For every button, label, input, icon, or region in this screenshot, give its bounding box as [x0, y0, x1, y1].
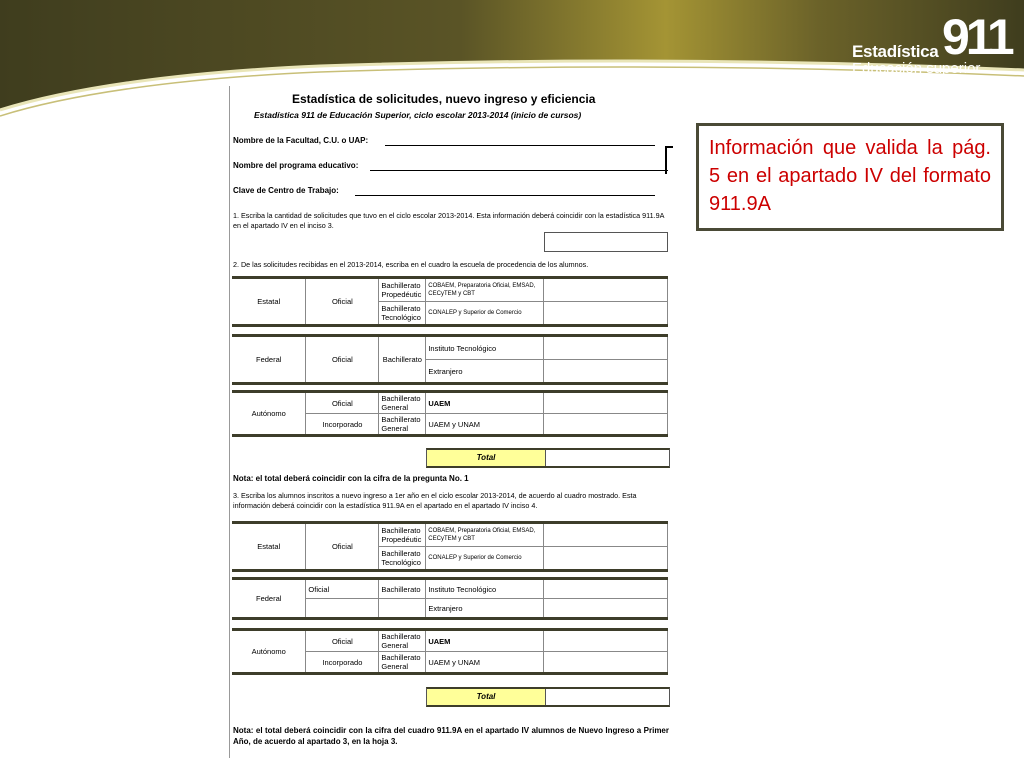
question-1: 1. Escriba la cantidad de solicitudes que tuvo en el ciclo escolar 2013-2014. Esta información deberá coincidir con la estadística 911.9A en el apartado IV en el inciso 3.: [233, 211, 664, 230]
cell-empty: [306, 599, 379, 619]
workplace-field[interactable]: [355, 195, 655, 196]
note-2: Nota: el total deberá coincidir con la cifra del cuadro 911.9A en el apartado IV alumnos de Nuevo Ingreso a Primer Año, de acuerdo al apartado 3, en la hoja 3.: [233, 726, 669, 746]
cell-bachillerato: Bachillerato: [379, 336, 426, 384]
brand-word: Estadística: [852, 42, 939, 61]
cell-tecnologico: Instituto Tecnológico: [426, 336, 544, 360]
cell-oficial: Oficial: [306, 579, 379, 599]
form-document: [230, 86, 670, 768]
total-label: Total: [427, 689, 546, 705]
cell-estatal: Estatal: [232, 523, 306, 571]
cell-bach-general: Bachillerato General: [379, 630, 426, 652]
q1-answer-box[interactable]: [544, 232, 668, 252]
brand-number: 911: [942, 9, 1011, 65]
cell-incorporado: Incorporado: [306, 414, 379, 436]
cell-bach-general: Bachillerato General: [379, 392, 426, 414]
cell-oficial: Oficial: [306, 523, 379, 571]
faculty-field[interactable]: [385, 145, 655, 146]
q3-total-row: [426, 687, 670, 707]
cell-bachillerato: Bachillerato: [379, 579, 426, 599]
question-3: 3. Escriba los alumnos inscritos a nuevo ingreso a 1er año en el ciclo escolar 2013-2014, de acuerdo al cuadro mostrado. Esta información deberá coincidir con la estadística 911.9A en el apartado en el apartado IV inciso 4.: [233, 491, 637, 510]
workplace-label: Clave de Centro de Trabajo:: [233, 186, 339, 195]
cycle-text: inicio de cursos: [900, 78, 966, 89]
q3-estatal-table: [232, 521, 668, 572]
document-title: Estadística de solicitudes, nuevo ingreso y eficiencia: [292, 92, 596, 106]
brand-subtitle: Educación superior: [852, 60, 981, 77]
cell-input[interactable]: [544, 523, 668, 547]
cell-input[interactable]: [544, 630, 668, 652]
cell-incorporado: Incorporado: [306, 652, 379, 674]
q2-federal-table: [232, 334, 668, 385]
cell-input[interactable]: [544, 336, 668, 360]
cell-input[interactable]: [544, 599, 668, 619]
cell-oficial: Oficial: [306, 630, 379, 652]
cell-uaem-unam: UAEM y UNAM: [426, 414, 544, 436]
total-value[interactable]: [546, 689, 669, 705]
total-value[interactable]: [546, 450, 669, 466]
document-subtitle: Estadística 911 de Educación Superior, ciclo escolar 2013-2014 (inicio de cursos): [254, 110, 582, 120]
cell-federal: Federal: [232, 336, 306, 384]
cell-uaem: UAEM: [426, 630, 544, 652]
brand-cycle: [852, 78, 966, 89]
q2-total-row: [426, 448, 670, 468]
faculty-label: Nombre de la Facultad, C.U. o UAP:: [233, 136, 369, 145]
q2-autonomo-table: [232, 390, 668, 437]
cell-input[interactable]: [544, 360, 668, 384]
cell-input[interactable]: [544, 547, 668, 571]
cell-bach-general: Bachillerato General: [379, 652, 426, 674]
cycle-year: 2013-2014: [852, 78, 898, 89]
q2-estatal-table: [232, 276, 668, 327]
cell-uaem: UAEM: [426, 392, 544, 414]
cell-bach-tecnologico: Bachillerato Tecnológico: [379, 547, 426, 571]
cell-oficial: Oficial: [306, 392, 379, 414]
cell-conalep: CONALEP y Superior de Comercio: [426, 302, 544, 326]
cell-bach-tecnologico: Bachillerato Tecnológico: [379, 302, 426, 326]
cell-cobaem: COBAEM, Preparatoria Oficial, EMSAD, CECyTEM y CBT: [426, 523, 544, 547]
cell-oficial: Oficial: [306, 278, 379, 326]
cell-empty: [379, 599, 426, 619]
cell-input[interactable]: [544, 278, 668, 302]
cell-oficial: Oficial: [306, 336, 379, 384]
cell-extranjero: Extranjero: [426, 360, 544, 384]
cell-input[interactable]: [544, 652, 668, 674]
cell-input[interactable]: [544, 392, 668, 414]
note-1: Nota: el total deberá coincidir con la cifra de la pregunta No. 1: [233, 474, 469, 483]
program-label: Nombre del programa educativo:: [233, 161, 359, 170]
cell-federal: Federal: [232, 579, 306, 619]
cell-bach-general: Bachillerato General: [379, 414, 426, 436]
cell-input[interactable]: [544, 579, 668, 599]
cell-autonomo: Autónomo: [232, 630, 306, 674]
cell-cobaem: COBAEM, Preparatoria Oficial, EMSAD, CECyTEM y CBT: [426, 278, 544, 302]
cell-autonomo: Autónomo: [232, 392, 306, 436]
cell-conalep: CONALEP y Superior de Comercio: [426, 547, 544, 571]
cell-input[interactable]: [544, 414, 668, 436]
cell-extranjero: Extranjero: [426, 599, 544, 619]
q3-federal-table: [232, 577, 668, 620]
question-2: 2. De las solicitudes recibidas en el 2013-2014, escriba en el cuadro la escuela de procedencia de los alumnos.: [233, 260, 589, 269]
bracket-marker: [665, 146, 673, 174]
info-callout: Información que valida la pág. 5 en el apartado IV del formato 911.9A: [696, 123, 1004, 231]
cell-uaem-unam: UAEM y UNAM: [426, 652, 544, 674]
cell-bach-propedeutico: Bachillerato Propedéutic: [379, 278, 426, 302]
cell-bach-propedeutico: Bachillerato Propedéutic: [379, 523, 426, 547]
program-field[interactable]: [370, 170, 668, 171]
cell-estatal: Estatal: [232, 278, 306, 326]
cell-input[interactable]: [544, 302, 668, 326]
q3-autonomo-table: [232, 628, 668, 675]
total-label: Total: [427, 450, 546, 466]
cell-tecnologico: Instituto Tecnológico: [426, 579, 544, 599]
